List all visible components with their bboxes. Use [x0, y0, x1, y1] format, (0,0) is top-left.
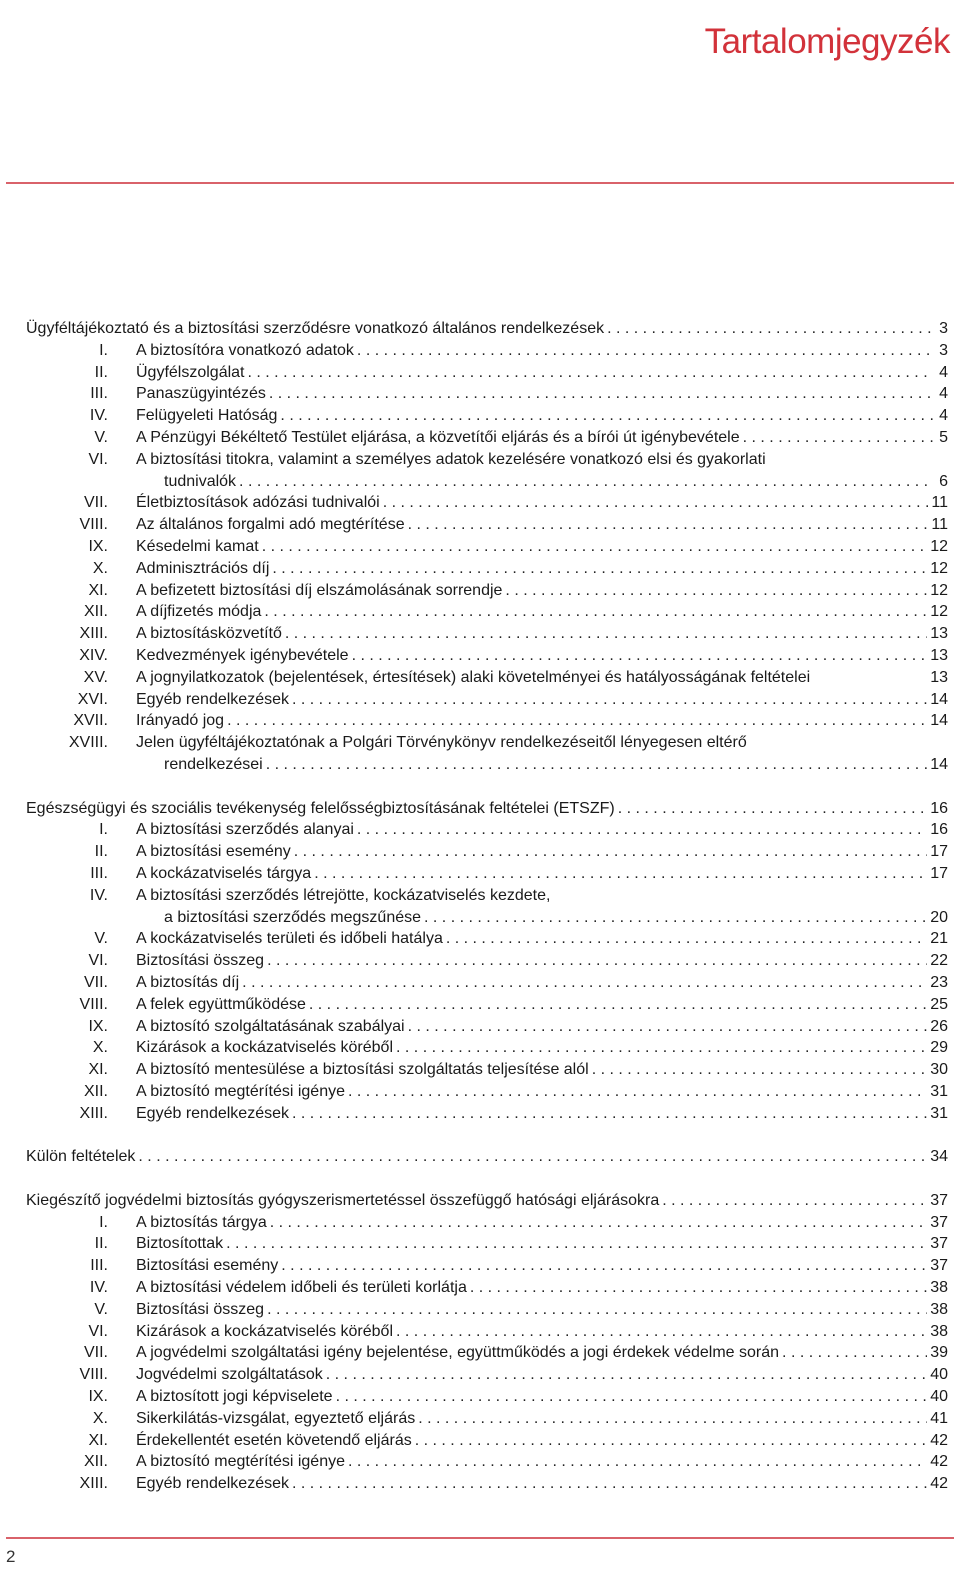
entry-title: Kedvezmények igénybevétele [136, 646, 349, 664]
toc-entry[interactable] [26, 383, 948, 405]
dot-leader [267, 950, 927, 972]
dot-leader [415, 1430, 927, 1452]
toc-section [26, 1146, 948, 1168]
toc-entry[interactable] [26, 1451, 948, 1473]
dot-leader [618, 798, 927, 820]
entry-title: A biztosítási szerződés alanyai [136, 821, 354, 839]
entry-title: Adminisztrációs díj [136, 559, 270, 577]
dot-leader [743, 427, 933, 449]
entry-title: Biztosítottak [136, 1235, 224, 1253]
dot-leader [408, 514, 929, 536]
entry-number: VII. [83, 494, 108, 512]
dot-leader [418, 1408, 927, 1430]
dot-leader [292, 1103, 927, 1125]
dot-leader [242, 972, 927, 994]
dot-leader [505, 580, 927, 602]
entry-number: XII. [83, 1082, 108, 1100]
table-of-contents [26, 318, 948, 1495]
dot-leader [607, 318, 933, 340]
entry-page-number: 38 [930, 1322, 948, 1340]
entry-title: A biztosítási védelem időbeli és területi korlátja [136, 1279, 467, 1297]
entry-number: II. [94, 843, 108, 861]
dot-leader [782, 1342, 927, 1364]
dot-leader [662, 1190, 927, 1212]
entry-title: Érdekellentét esetén követendő eljárás [136, 1431, 412, 1449]
entry-title-continued: tudnivalók [164, 472, 237, 490]
dot-leader [309, 994, 927, 1016]
entry-page-number: 17 [930, 843, 948, 861]
header-divider [6, 182, 954, 184]
entry-title-continued: a biztosítási szerződés megszűnése [164, 908, 422, 926]
entry-page-number: 11 [931, 516, 948, 534]
dot-leader [348, 1451, 927, 1473]
entry-page-number: 12 [930, 537, 948, 555]
entry-page-number: 31 [930, 1082, 948, 1100]
entry-page-number: 31 [930, 1104, 948, 1122]
toc-entry-continuation[interactable] [26, 471, 948, 493]
toc-entry[interactable] [26, 449, 948, 471]
entry-title: Az általános forgalmi adó megtérítése [136, 516, 405, 534]
entry-number: X. [92, 559, 108, 577]
toc-section [26, 318, 948, 776]
dot-leader [446, 928, 927, 950]
entry-page-number: 17 [930, 864, 948, 882]
entry-page-number: 42 [930, 1453, 948, 1471]
page-number: 2 [6, 1547, 16, 1566]
toc-section-heading[interactable] [26, 1190, 948, 1212]
entry-number: III. [90, 864, 108, 882]
entry-number: VI. [88, 952, 108, 970]
toc-entry[interactable] [26, 492, 948, 514]
entry-page-number: 13 [930, 646, 948, 664]
entry-page-number: 12 [930, 559, 948, 577]
entry-number: XVII. [73, 712, 108, 730]
dot-leader [269, 383, 933, 405]
entry-number: XI. [88, 581, 108, 599]
toc-entry[interactable] [26, 1386, 948, 1408]
toc-section [26, 798, 948, 1125]
entry-title: A biztosítási szerződés létrejötte, kockázatviselés kezdete, [136, 886, 551, 904]
toc-entry[interactable] [26, 1408, 948, 1430]
toc-entry[interactable] [26, 1103, 948, 1125]
dot-leader [383, 492, 929, 514]
dot-leader [262, 536, 927, 558]
entry-number: IV. [89, 886, 108, 904]
entry-title: A biztosító megtérítési igénye [136, 1082, 345, 1100]
entry-number: VI. [88, 450, 108, 468]
toc-entry[interactable] [26, 623, 948, 645]
toc-entry[interactable] [26, 558, 948, 580]
toc-entry[interactable] [26, 645, 948, 667]
section-heading-text: Ügyféltájékoztató és a biztosítási szerződésre vonatkozó általános rendelkezések [26, 320, 605, 337]
dot-leader [408, 1016, 928, 1038]
entry-number: IX. [88, 537, 108, 555]
entry-title: A biztosításközvetítő [136, 625, 282, 643]
entry-page-number: 6 [939, 472, 948, 490]
entry-page-number: 23 [930, 973, 948, 991]
dot-leader [138, 1146, 927, 1168]
entry-page-number: 11 [931, 494, 948, 512]
entry-page-number: 37 [930, 1213, 948, 1231]
toc-entry[interactable] [26, 1016, 948, 1038]
entry-title: A biztosító szolgáltatásának szabályai [136, 1017, 405, 1035]
dot-leader [592, 1059, 928, 1081]
toc-section-heading[interactable] [26, 798, 948, 820]
entry-number: XII. [83, 603, 108, 621]
dot-leader [294, 841, 927, 863]
entry-title: Kizárások a kockázatviselés köréből [136, 1322, 394, 1340]
entry-title: Életbiztosítások adózási tudnivalói [136, 494, 380, 512]
toc-entry[interactable] [26, 1081, 948, 1103]
entry-title: A jognyilatkozatok (bejelentések, értesítések) alaki követelményei és hatályosságának feltételei [136, 668, 811, 686]
entry-title: A biztosított jogi képviselete [136, 1388, 333, 1406]
toc-entry[interactable] [26, 580, 948, 602]
entry-page-number: 42 [930, 1475, 948, 1493]
entry-number: XIII. [79, 625, 108, 643]
entry-number: III. [90, 385, 108, 403]
toc-entry[interactable] [26, 536, 948, 558]
toc-entry[interactable] [26, 863, 948, 885]
toc-entry[interactable] [26, 1364, 948, 1386]
entry-page-number: 42 [930, 1431, 948, 1449]
entry-title: Egyéb rendelkezések [136, 1475, 289, 1493]
entry-title: Kizárások a kockázatviselés köréből [136, 1039, 394, 1057]
entry-number: I. [99, 821, 108, 839]
toc-entry[interactable] [26, 340, 948, 362]
entry-title: Jelen ügyféltájékoztatónak a Polgári Törvénykönyv rendelkezéseitől lényegesen eltérő [136, 734, 747, 752]
section-heading-text: Külön feltételek [26, 1148, 136, 1166]
entry-title: Biztosítási összeg [136, 952, 265, 970]
dot-leader [267, 1299, 927, 1321]
dot-leader [336, 1386, 928, 1408]
entry-page-number: 38 [930, 1279, 948, 1297]
entry-number: XV. [83, 668, 108, 686]
entry-page-number: 20 [930, 908, 948, 926]
entry-title: A biztosítás díj [136, 973, 240, 991]
entry-page-number: 14 [930, 712, 948, 730]
toc-section [26, 1190, 948, 1495]
entry-page-number: 41 [930, 1409, 948, 1427]
entry-number: VIII. [79, 516, 108, 534]
toc-entry[interactable] [26, 1342, 948, 1364]
dot-leader [357, 819, 927, 841]
dot-leader [470, 1277, 927, 1299]
entry-page-number: 22 [930, 952, 948, 970]
entry-page-number: 39 [930, 1344, 948, 1362]
entry-number: XVI. [77, 690, 108, 708]
entry-number: VII. [83, 1344, 108, 1362]
entry-page-number: 16 [930, 821, 948, 839]
dot-leader [239, 471, 933, 493]
entry-page-number: 40 [930, 1388, 948, 1406]
entry-page-number: 14 [930, 690, 948, 708]
entry-title: Egyéb rendelkezések [136, 690, 289, 708]
entry-number: VIII. [79, 1366, 108, 1384]
entry-number: I. [99, 1213, 108, 1231]
dot-leader [352, 645, 928, 667]
entry-number: II. [94, 1235, 108, 1253]
entry-number: IV. [89, 407, 108, 425]
entry-title: A biztosítási titokra, valamint a személyes adatok kezelésére vonatkozó elsi és gyakorlati [136, 450, 766, 468]
entry-number: VI. [88, 1322, 108, 1340]
section-page-number: 3 [939, 320, 948, 337]
toc-entry[interactable] [26, 601, 948, 623]
toc-entry[interactable] [26, 1233, 948, 1255]
toc-section-heading[interactable] [26, 1146, 948, 1168]
entry-title: A biztosító megtérítési igénye [136, 1453, 345, 1471]
entry-page-number: 38 [930, 1300, 948, 1318]
entry-title-continued: rendelkezései [164, 755, 263, 773]
entry-title: A kockázatviselés területi és időbeli hatálya [136, 930, 443, 948]
entry-number: XIII. [79, 1475, 108, 1493]
dot-leader [348, 1081, 927, 1103]
toc-entry[interactable] [26, 1037, 948, 1059]
entry-page-number: 21 [930, 930, 948, 948]
entry-title: Irányadó jog [136, 712, 225, 730]
entry-title: A jogvédelmi szolgáltatási igény bejelentése, együttműködés a jogi érdekek védelme során [136, 1344, 780, 1362]
section-page-number: 34 [930, 1148, 948, 1166]
dot-leader [357, 340, 933, 362]
toc-entry[interactable] [26, 1212, 948, 1234]
entry-number: III. [90, 1257, 108, 1275]
entry-title: Sikerkilátás-vizsgálat, egyeztető eljárás [136, 1409, 416, 1427]
entry-page-number: 37 [930, 1235, 948, 1253]
entry-title: Biztosítási összeg [136, 1300, 265, 1318]
toc-section-heading[interactable] [26, 318, 948, 340]
entry-number: V. [94, 1300, 108, 1318]
footer-divider [6, 1537, 954, 1539]
entry-number: V. [94, 930, 108, 948]
dot-leader [280, 405, 933, 427]
entry-title: A biztosítási esemény [136, 843, 291, 861]
entry-title: Késedelmi kamat [136, 537, 259, 555]
entry-title: A biztosítás tárgya [136, 1213, 267, 1231]
entry-title: Felügyeleti Hatóság [136, 407, 278, 425]
entry-number: XI. [88, 1061, 108, 1079]
toc-entry[interactable] [26, 928, 948, 950]
toc-entry[interactable] [26, 841, 948, 863]
toc-entry[interactable] [26, 405, 948, 427]
dot-leader [424, 907, 927, 929]
dot-leader [396, 1321, 927, 1343]
entry-page-number: 40 [930, 1366, 948, 1384]
entry-number: IX. [88, 1388, 108, 1406]
toc-entry[interactable] [26, 885, 948, 907]
entry-number: IV. [89, 1279, 108, 1297]
toc-entry[interactable] [26, 1299, 948, 1321]
page-title: Tartalomjegyzék [704, 22, 950, 61]
entry-title: Ügyfélszolgálat [136, 363, 245, 381]
entry-number: XI. [88, 1431, 108, 1449]
section-heading-text: Kiegészítő jogvédelmi biztosítás gyógyszerismertetéssel összefüggő hatósági eljárásokra [26, 1191, 660, 1209]
dot-leader [264, 601, 927, 623]
toc-entry[interactable] [26, 1473, 948, 1495]
dot-leader [292, 1473, 927, 1495]
entry-number: X. [92, 1039, 108, 1057]
entry-page-number: 26 [930, 1017, 948, 1035]
toc-entry[interactable] [26, 427, 948, 449]
entry-page-number: 3 [939, 341, 948, 359]
entry-title: A felek együttműködése [136, 995, 306, 1013]
toc-entry[interactable] [26, 1321, 948, 1343]
entry-title: Jogvédelmi szolgáltatások [136, 1366, 323, 1384]
toc-entry[interactable] [26, 819, 948, 841]
toc-entry[interactable] [26, 1059, 948, 1081]
entry-page-number: 29 [930, 1039, 948, 1057]
entry-title: A befizetett biztosítási díj elszámolásának sorrendje [136, 581, 503, 599]
entry-page-number: 4 [939, 407, 948, 425]
toc-entry[interactable] [26, 710, 948, 732]
entry-page-number: 14 [930, 755, 948, 773]
entry-number: VII. [83, 973, 108, 991]
entry-number: VIII. [79, 995, 108, 1013]
entry-page-number: 13 [930, 668, 948, 686]
entry-page-number: 25 [930, 995, 948, 1013]
toc-entry[interactable] [26, 950, 948, 972]
toc-entry[interactable] [26, 972, 948, 994]
dot-leader [326, 1364, 927, 1386]
entry-number: X. [92, 1409, 108, 1427]
entry-title: A biztosító mentesülése a biztosítási szolgáltatás teljesítése alól [136, 1061, 589, 1079]
entry-number: XIII. [79, 1104, 108, 1122]
toc-entry[interactable] [26, 1277, 948, 1299]
entry-page-number: 12 [930, 603, 948, 621]
dot-leader [272, 558, 927, 580]
entry-page-number: 37 [930, 1257, 948, 1275]
entry-title: Biztosítási esemény [136, 1257, 279, 1275]
section-page-number: 37 [930, 1191, 948, 1209]
entry-number: XII. [83, 1453, 108, 1471]
entry-number: V. [94, 428, 108, 446]
dot-leader [270, 1212, 927, 1234]
toc-entry[interactable] [26, 362, 948, 384]
dot-leader [314, 863, 927, 885]
dot-leader [227, 710, 927, 732]
toc-entry-continuation[interactable] [26, 754, 948, 776]
entry-title: Egyéb rendelkezések [136, 1104, 289, 1122]
toc-entry[interactable] [26, 667, 948, 689]
dot-leader [396, 1037, 927, 1059]
entry-title: A kockázatviselés tárgya [136, 864, 312, 882]
entry-title: A biztosítóra vonatkozó adatok [136, 341, 354, 359]
dot-leader [226, 1233, 927, 1255]
entry-number: XIV. [79, 646, 108, 664]
dot-leader [266, 754, 927, 776]
dot-leader [248, 362, 934, 384]
dot-leader [292, 689, 927, 711]
entry-page-number: 12 [930, 581, 948, 599]
entry-page-number: 5 [939, 428, 948, 446]
toc-entry[interactable] [26, 1430, 948, 1452]
entry-number: IX. [88, 1017, 108, 1035]
entry-page-number: 13 [930, 625, 948, 643]
toc-entry[interactable] [26, 1255, 948, 1277]
section-heading-text: Egészségügyi és szociális tevékenység felelősségbiztosításának feltételei (ETSZF) [26, 799, 615, 817]
entry-number: I. [99, 341, 108, 359]
toc-entry[interactable] [26, 732, 948, 754]
entry-title: A Pénzügyi Békéltető Testület eljárása, a közvetítői eljárás és a bírói út igénybevétele [136, 428, 740, 446]
entry-number: XVIII. [68, 734, 108, 752]
entry-title: A díjfizetés módja [136, 603, 262, 621]
entry-number: II. [94, 363, 108, 381]
toc-entry[interactable] [26, 514, 948, 536]
toc-entry[interactable] [26, 689, 948, 711]
dot-leader [285, 623, 927, 645]
toc-entry-continuation[interactable] [26, 907, 948, 929]
entry-page-number: 4 [939, 385, 948, 403]
entry-page-number: 4 [939, 363, 948, 381]
section-page-number: 16 [930, 799, 948, 817]
entry-title: Panaszügyintézés [136, 385, 266, 403]
dot-leader [281, 1255, 927, 1277]
toc-entry[interactable] [26, 994, 948, 1016]
entry-page-number: 30 [930, 1061, 948, 1079]
